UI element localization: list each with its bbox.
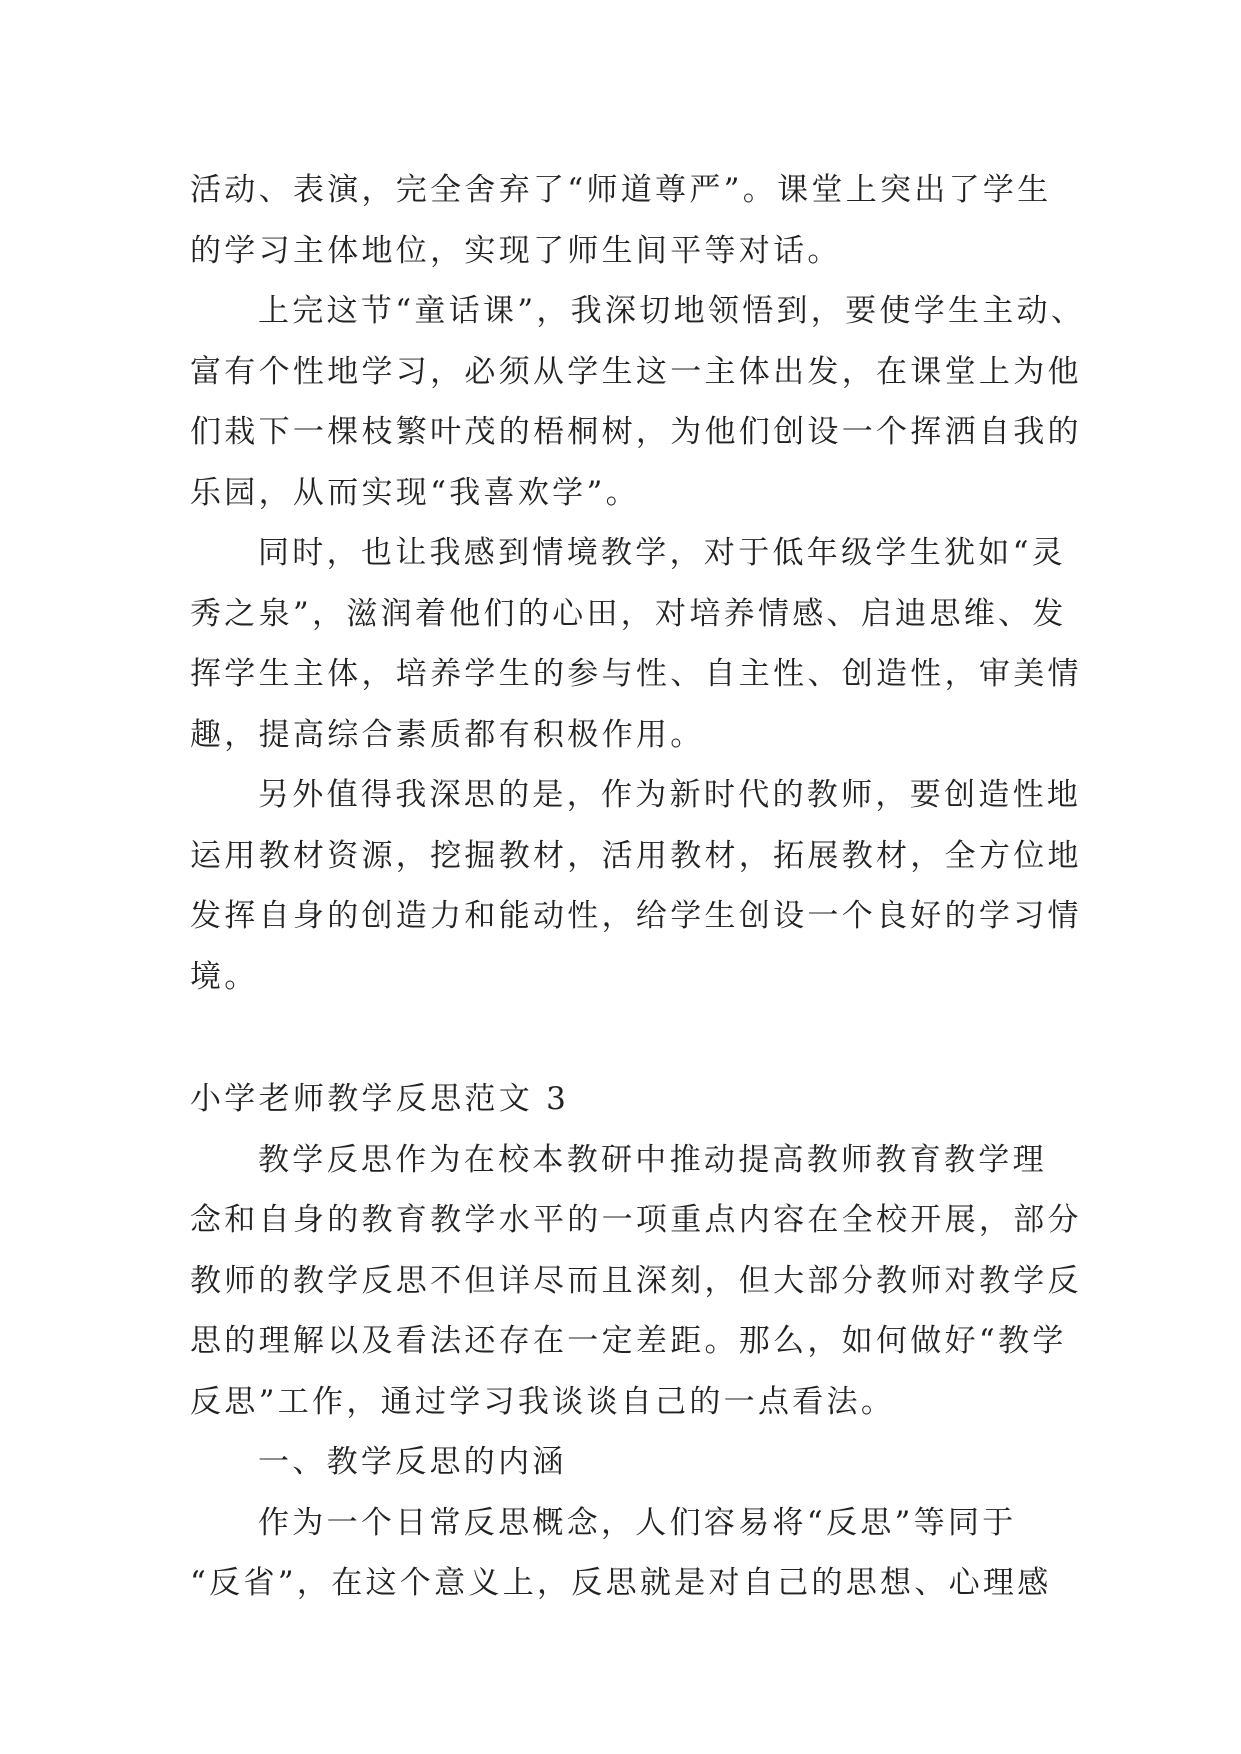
text-line: 活动、表演，完全舍弃了“师道尊严”。课堂上突出了学生 (190, 172, 1052, 208)
text-line: 教师的教学反思不但详尽而且深刻，但大部分教师对教学反 (190, 1262, 1082, 1299)
text-line: 的学习主体地位，实现了师生间平等对话。 (190, 232, 842, 269)
document-body (190, 160, 1086, 1614)
text-line: 另外值得我深思的是，作为新时代的教师，要创造性地 (258, 777, 1082, 813)
text-line: 挥学生主体，培养学生的参与性、自主性、创造性，审美情 (190, 656, 1082, 692)
text-line: 境。 (190, 958, 259, 995)
text-line: 发挥自身的创造力和能动性，给学生创设一个良好的学习情 (190, 898, 1082, 934)
text-line: 乐园，从而实现“我喜欢学”。 (190, 474, 640, 511)
text-line: 上完这节“童话课”，我深切地领悟到，要使学生主动、 (258, 293, 1086, 329)
subheading: 一、教学反思的内涵 (258, 1444, 567, 1480)
text-line: 反思”工作，通过学习我谈谈自己的一点看法。 (190, 1383, 896, 1420)
text-line: “反省”，在这个意义上，反思就是对自己的思想、心理感 (190, 1565, 1052, 1601)
text-line: 念和自身的教育教学水平的一项重点内容在全校开展，部分 (190, 1202, 1082, 1238)
text-line: 思的理解以及看法还存在一定差距。那么，如何做好“教学 (190, 1323, 1067, 1359)
text-line: 们栽下一棵枝繁叶茂的梧桐树，为他们创设一个挥洒自我的 (190, 414, 1082, 450)
text-line: 作为一个日常反思概念，人们容易将“反思”等同于 (258, 1504, 1017, 1541)
text-line: 运用教材资源，挖掘教材，活用教材，拓展教材，全方位地 (190, 837, 1082, 874)
paragraph-gap (190, 1007, 1060, 1069)
text-line: 同时，也让我感到情境教学，对于低年级学生犹如“灵 (258, 535, 1067, 571)
text-line: 秀之泉”，滋润着他们的心田，对培养情感、启迪思维、发 (190, 595, 1067, 632)
text-line: 趣，提高综合素质都有积极作用。 (190, 716, 705, 753)
section-title: 小学老师教学反思范文 3 (190, 1081, 570, 1117)
text-line: 富有个性地学习，必须从学生这一主体出发，在课堂上为他 (190, 353, 1082, 390)
text-line: 教学反思作为在校本教研中推动提高教师教育教学理 (258, 1141, 1047, 1178)
